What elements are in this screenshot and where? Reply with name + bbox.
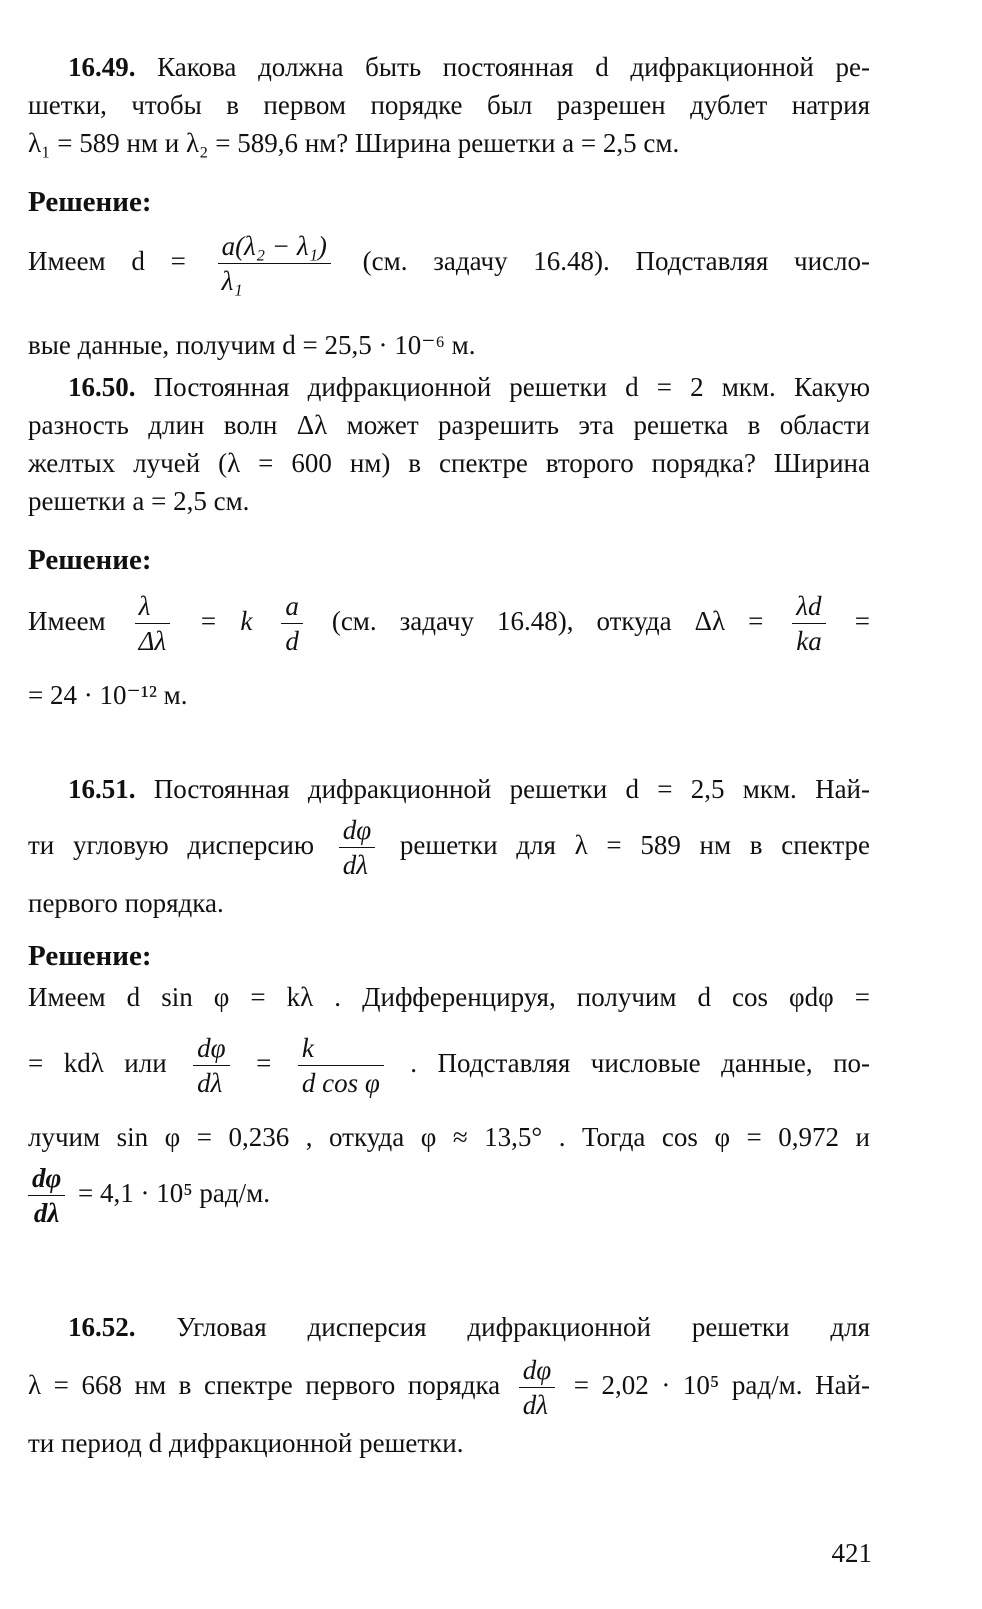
problem-16-49-line-2: шетки, чтобы в первом порядке был разрешен дублет натрия [28, 90, 870, 120]
problem-16-52-line-2: λ = 668 нм в спектре первого порядка $\frac{d\varphi}{d\lambda}$ = 2,02 · 10⁵ рад/м. Най- [28, 1355, 870, 1421]
fraction: $\frac{k}{\text{d cos φ}}$ [298, 1031, 384, 1100]
problem-16-51-line-3: первого порядка. [28, 888, 224, 918]
fraction: $\frac{\lambda}{\Delta\lambda}$ [135, 589, 171, 658]
fraction: $\frac{d\varphi}{d\lambda}$ [519, 1353, 555, 1422]
solution-heading: Решение: [28, 544, 152, 576]
fraction: $\frac{d\varphi}{d\lambda}$ [339, 813, 375, 882]
fraction: $\frac{a}{d}$ [281, 589, 303, 658]
problem-16-52-line-3: ти период d дифракционной решетки. [28, 1428, 464, 1458]
problem-16-51-line-2: ти угловую дисперсию $\frac{d\varphi}{d\lambda}$ решетки для λ = 589 нм в спектре [28, 815, 871, 881]
solution-16-49-formula-line: Имеем d = $\frac{\text{a(λ₂ − λ₁)}}{\text{λ₁}}$ (см. задачу 16.48). Подставляя число- [28, 231, 870, 297]
problem-16-50-line-2: разность длин волн Δλ может разрешить эта решетка в области [28, 410, 870, 440]
fraction: $\frac{\lambda d}{ka}$ [792, 589, 825, 658]
fraction: $\frac{d\varphi}{d\lambda}$ [28, 1161, 65, 1230]
problem-16-51-line-1: 16.51. Постоянная дифракционной решетки d = 2,5 мкм. Най- [68, 774, 870, 804]
problem-16-50-line-1: 16.50. Постоянная дифракционной решетки d = 2 мкм. Какую [68, 372, 870, 402]
solution-heading: Решение: [28, 186, 152, 218]
problem-16-49-line-1: 16.49. Какова должна быть постоянная d дифракционной ре- [68, 52, 871, 82]
solution-16-51-line-3: лучим sin φ = 0,236 , откуда φ ≈ 13,5° . Тогда cos φ = 0,972 и [28, 1122, 870, 1152]
problem-16-50-line-3: желтых лучей (λ = 600 нм) в спектре второго порядка? Ширина [28, 448, 870, 478]
solution-16-50-formula-line: Имеем $\frac{\lambda}{\Delta\lambda}$ = k $\frac{a}{d}$ (см. задачу 16.48), откуда Δλ = $\frac{\lambda d}{ka}$ = [28, 591, 870, 657]
solution-16-51-line-2: = kdλ или $\frac{d\varphi}{d\lambda}$ = $\frac{k}{\text{d cos φ}}$ . Подставляя числовые данные, по- [28, 1033, 871, 1099]
fraction: $\frac{\text{a(λ₂ − λ₁)}}{\text{λ₁}}$ [218, 229, 331, 298]
problem-16-49-line-3: λ₁ = 589 нм и λ₂ = 589,6 нм? Ширина решетки a = 2,5 см. [28, 128, 680, 158]
solution-16-51-line-1: Имеем d sin φ = kλ . Дифференцируя, получим d cos φdφ = [28, 982, 870, 1012]
solution-heading: Решение: [28, 940, 152, 972]
solution-16-50-line-2: = 24 · 10⁻¹² м. [28, 680, 188, 710]
fraction: $\frac{d\varphi}{d\lambda}$ [193, 1031, 229, 1100]
problem-number: 16.49. [68, 52, 136, 82]
problem-16-50-line-4: решетки a = 2,5 см. [28, 486, 250, 516]
problem-16-52-line-1: 16.52. Угловая дисперсия дифракционной решетки для [68, 1312, 870, 1342]
page-number: 421 [831, 1538, 872, 1568]
solution-16-51-line-4: $\frac{d\varphi}{d\lambda}$ = 4,1 · 10⁵ рад/м. [28, 1158, 870, 1230]
solution-16-49-line-2: вые данные, получим d = 25,5 · 10⁻⁶ м. [28, 330, 476, 360]
